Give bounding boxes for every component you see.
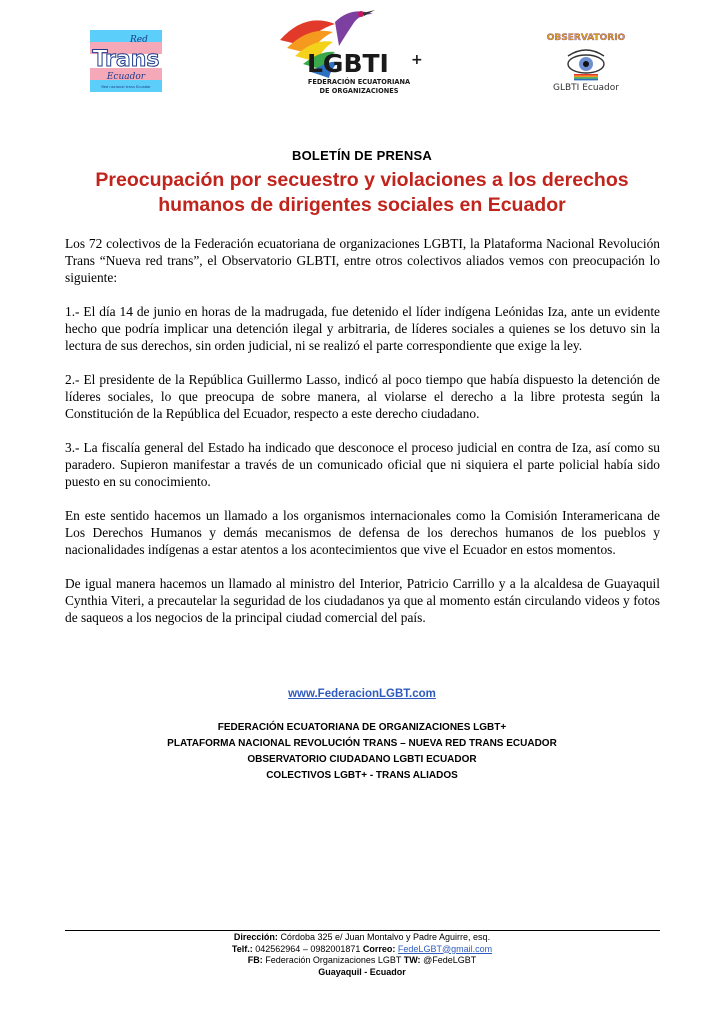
- logo-trans-line3: Ecuador: [106, 72, 146, 82]
- tw-label: TW:: [403, 955, 421, 965]
- signatory: COLECTIVOS LGBT+ - TRANS ALIADOS: [266, 770, 458, 781]
- tw-value: @FedeLGBT: [423, 955, 477, 965]
- logo-trans-line2: Trans: [92, 47, 160, 72]
- footer-social-line: [0, 955, 724, 967]
- logo-trans-line1: Red: [130, 35, 148, 45]
- signatory: OBSERVATORIO CIUDADANO LGBTI ECUADOR: [247, 754, 477, 765]
- signatories: [0, 720, 724, 784]
- signatory: FEDERACIÓN ECUATORIANA DE ORGANIZACIONES LGBT+: [217, 722, 507, 733]
- logo-obs-line1: OBSERVATORIO: [546, 33, 626, 43]
- paragraph-call-international: En este sentido hacemos un llamado a los organismos internacionales como la Comisión Interamericana de Los Derechos Humanos y demás mecanismos de defensa de los derechos humanos de los pueblos y nacionalidades indígenas a estar atentos a los acontecimientos que vive el Ecuador en estos momentos.: [65, 508, 660, 557]
- phone-label: Telf.:: [231, 943, 253, 954]
- footer-city-line: [0, 967, 724, 979]
- lgbti-federation-logo: [275, 2, 435, 102]
- footer: [0, 932, 724, 978]
- headline: Preocupación por secuestro y violaciones a los derechos humanos de dirigentes sociales en Ecuador: [95, 169, 629, 216]
- paragraph-point-2: 2.- El presidente de la República Guillermo Lasso, indicó al poco tiempo que había dispuesto la detención de líderes sociales, lo que preocupa de sobre manera, al violarse el derecho a la libre protesta según la Constitución de la República del Ecuador, respecto a este derecho ciudadano.: [65, 372, 660, 421]
- paragraph-point-1: 1.- El día 14 de junio en horas de la madrugada, fue detenido el líder indígena Leónidas Iza, ante un evidente hecho que podría implicar una detención ilegal y arbitraria, de líderes sociales a quienes se los detuvo sin la lectura de sus derechos, sin orden judicial, ni se realizó el parte correspondiente que exige la ley.: [65, 304, 660, 353]
- observatorio-glbti-logo: [540, 30, 632, 94]
- footer-address-line: [0, 932, 724, 944]
- logo-lgbti-sub2: DE ORGANIZACIONES: [319, 87, 399, 95]
- address-value: Córdoba 325 e/ Juan Montalvo y Padre Aguirre, esq.: [280, 932, 491, 942]
- city-value: Guayaquil - Ecuador: [318, 966, 406, 977]
- logo-lgbti-name: LGBTI: [307, 49, 389, 78]
- email-link[interactable]: FedeLGBT@gmail.com: [397, 943, 493, 954]
- email-label: Correo:: [362, 943, 396, 954]
- address-label: Dirección:: [233, 932, 278, 942]
- footer-contact-line: [0, 944, 724, 956]
- red-trans-ecuador-logo: [90, 30, 162, 92]
- body-text: [65, 235, 660, 643]
- signatory: PLATAFORMA NACIONAL REVOLUCIÓN TRANS – NUEVA RED TRANS ECUADOR: [167, 738, 557, 749]
- fb-value: Federación Organizaciones LGBT: [265, 955, 402, 965]
- logo-lgbti-sub1: FEDERACIÓN ECUATORIANA: [307, 78, 411, 86]
- paragraph-point-3: 3.- La fiscalía general del Estado ha indicado que desconoce el proceso judicial en contra de Iza, así como su paradero. Supieron manifestar a través de un comunicado oficial que ni siquiera el parte policial había sido puesto en su conocimiento.: [65, 440, 660, 489]
- logo-lgbti-plus: +: [411, 52, 423, 68]
- website-link[interactable]: www.FederacionLGBT.com: [288, 688, 436, 700]
- fb-label: FB:: [247, 955, 263, 965]
- bulletin-label: BOLETÍN DE PRENSA: [292, 148, 432, 163]
- logo-trans-tagline: Red nacional trans Ecuador: [101, 85, 151, 89]
- paragraph-intro: Los 72 colectivos de la Federación ecuatoriana de organizaciones LGBTI, la Plataforma Nacional Revolución Trans “Nueva red trans”, el Observatorio GLBTI, entre otros colectivos aliados vemos con preocupación lo siguiente:: [65, 236, 660, 285]
- logo-obs-line2: GLBTI Ecuador: [553, 83, 619, 93]
- footer-divider: [65, 930, 660, 931]
- phone-value: 042562964 – 0982001871: [255, 943, 361, 954]
- paragraph-call-authorities: De igual manera hacemos un llamado al ministro del Interior, Patricio Carrillo y a la alcaldesa de Guayaquil Cynthia Viteri, a precautelar la seguridad de los ciudadanos ya que al momento están circulando videos y fotos de saqueos a los negocios de la principal ciudad comercial del país.: [65, 576, 660, 625]
